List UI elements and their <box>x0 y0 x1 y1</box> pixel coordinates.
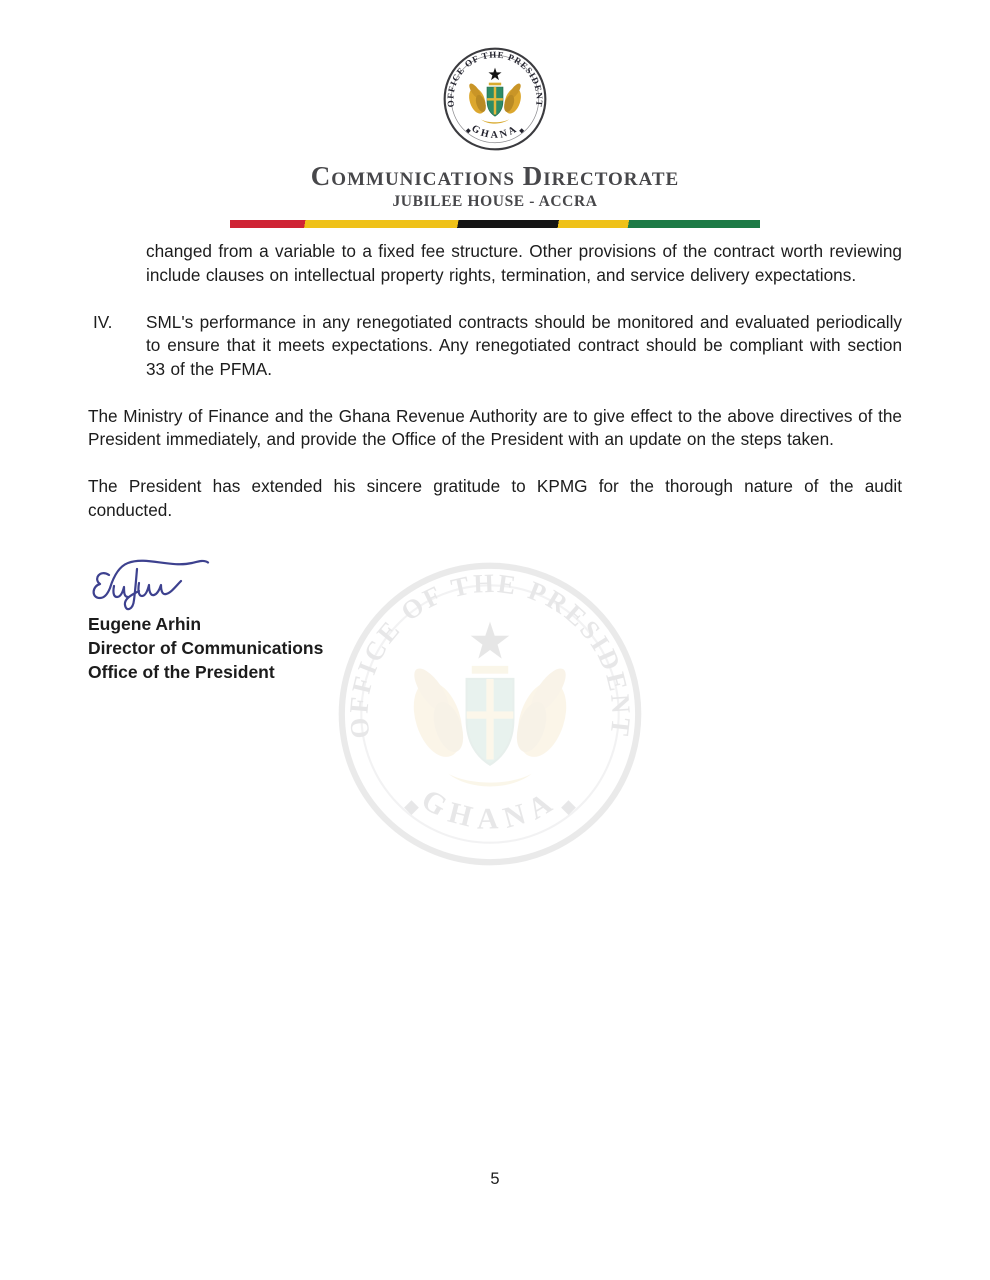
paragraph-gratitude: The President has extended his sincere gratitude to KPMG for the thorough nature of the audit conducted. <box>88 476 902 520</box>
org-name: Communications Directorate <box>310 161 680 191</box>
org-address: JUBILEE HOUSE - ACCRA <box>392 193 598 210</box>
continuation-paragraph: changed from a variable to a fixed fee structure. Other provisions of the contract worth reviewing include clauses on intellectual property rights, termination, and service delivery expectations. <box>146 241 902 285</box>
signatory-title: Director of Communications <box>88 638 324 659</box>
list-marker-iv: IV. <box>93 311 113 332</box>
handwritten-signature <box>88 554 210 616</box>
paragraph-directives: The Ministry of Finance and the Ghana Revenue Authority are to give effect to the above directives of the President immediately, and provide the Office of the President with an update on the steps taken. <box>88 405 902 450</box>
signatory-office: Office of the President <box>88 662 275 683</box>
page-number: 5 <box>490 1170 500 1188</box>
signatory-name: Eugene Arhin <box>88 614 202 635</box>
ghana-flag-divider <box>230 220 760 228</box>
presidential-seal-icon <box>442 46 548 152</box>
list-item-iv <box>88 311 902 382</box>
list-item-iv-text: SML's performance in any renegotiated contracts should be monitored and evaluated periodically to ensure that it meets expectations. Any renegotiated contract should be compliant with section 33 of the PFMA. <box>146 311 902 379</box>
signature-block <box>88 554 990 684</box>
letterhead <box>0 0 990 228</box>
letter-body <box>88 240 902 522</box>
